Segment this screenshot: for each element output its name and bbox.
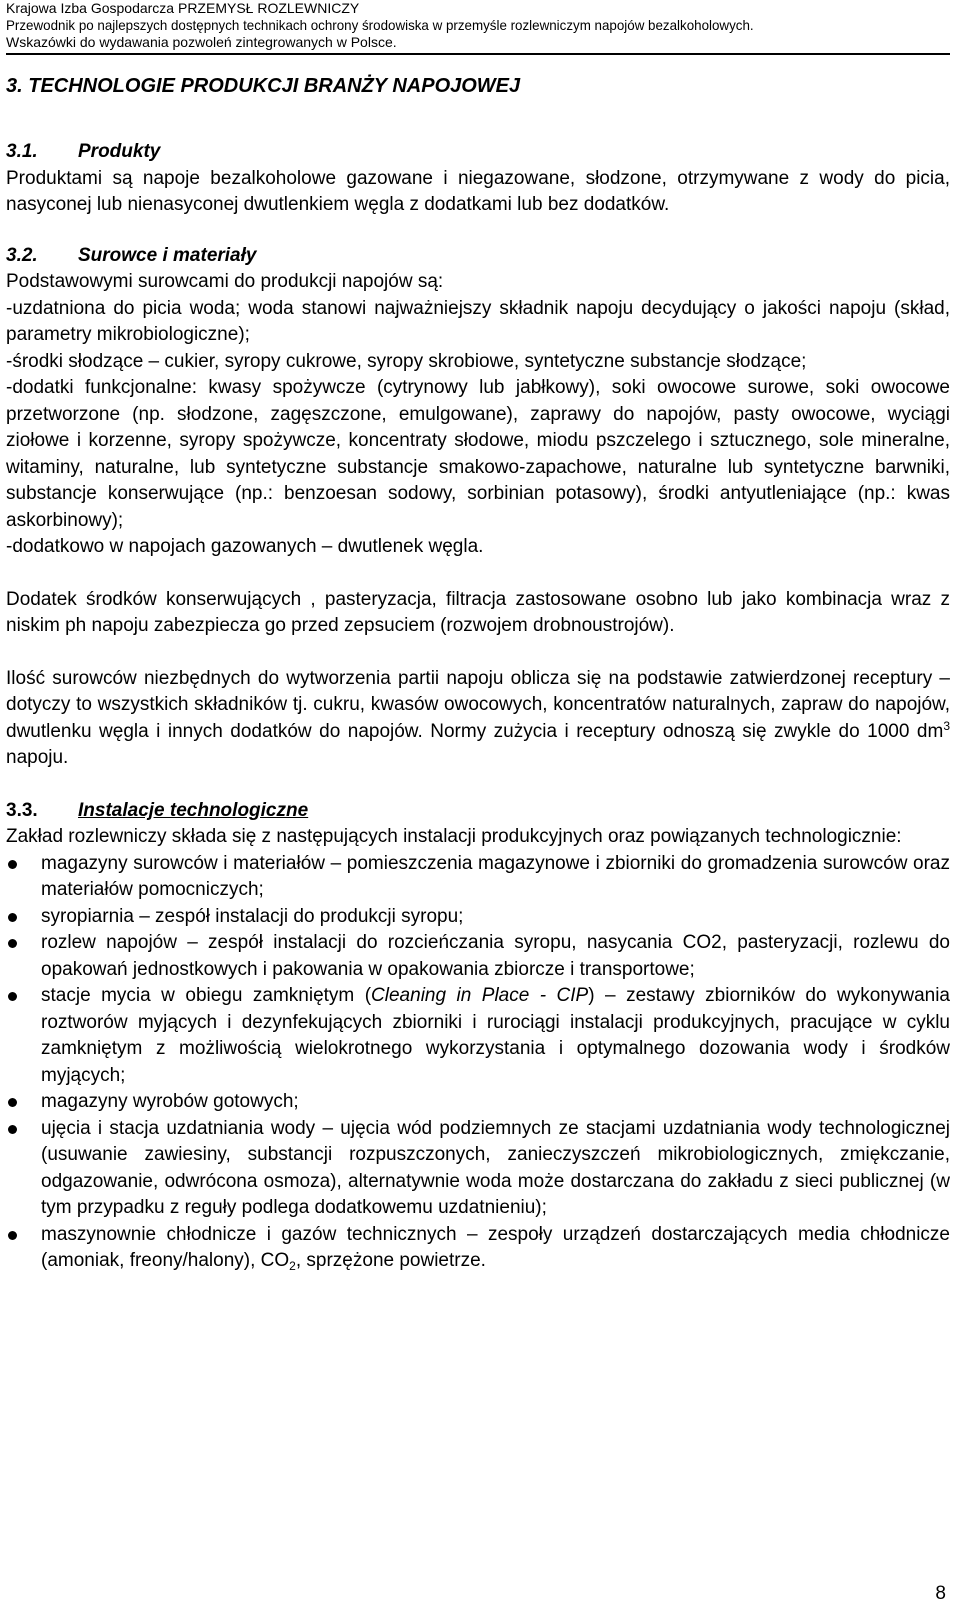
recipe-paragraph [6, 666, 950, 772]
preservation-paragraph: Dodatek środków konserwujących , pasteryzacja, filtracja zastosowane osobno lub jako kombinacja wraz z niskim ph napoju zabezpiecza go przed zepsuciem (rozwojem drobnoustrojów). [6, 588, 950, 637]
list-item [6, 1116, 950, 1222]
list-item-text: magazyny surowców i materiałów – pomieszczenia magazynowe i zbiorniki do gromadzenia surowców oraz materiałów pomocniczych; [41, 852, 950, 901]
superscript: 3 [943, 718, 950, 733]
bullet-icon [8, 1098, 17, 1107]
list-item [6, 904, 950, 931]
list-item [6, 983, 950, 1089]
bullet-icon [8, 1125, 17, 1134]
raw-material-item: -środki słodzące – cukier, syropy cukrowe, syropy skrobiowe, syntetyczne substancje słodzące; [6, 350, 807, 372]
list-item-text: rozlew napojów – zespół instalacji do rozcieńczania syropu, nasycania CO2, pasteryzacji, rozlewu do opakowań jednostkowych i pakowania w opakowania zbiorcze i transportowe; [41, 932, 950, 980]
header-line-3: Wskazówki do wydawania pozwoleń zintegrowanych w Polsce. [6, 34, 397, 50]
section-number: 3.1. [6, 141, 38, 163]
section-title: Surowce i materiały [78, 244, 257, 266]
document-body [6, 70, 950, 1275]
section-number: 3.2. [6, 244, 38, 266]
list-item [6, 930, 950, 983]
bullet-icon [8, 860, 17, 869]
section-3-3-intro: Zakład rozlewniczy składa się z następujących instalacji produkcyjnych oraz powiązanych technologicznie: [6, 826, 902, 848]
page-number: 8 [935, 1583, 946, 1604]
bullet-icon [8, 1231, 17, 1240]
chapter-heading: 3. TECHNOLOGIE PRODUKCJI BRANŻY NAPOJOWEJ [6, 75, 521, 97]
section-3-1-text: Produktami są napoje bezalkoholowe gazowane i niegazowane, słodzone, otrzymywane z wody do picia, nasyconej lub nienasyconej dwutlenkiem węgla z dodatkami lub bez dodatków. [6, 167, 950, 216]
section-number: 3.3. [6, 799, 38, 821]
list-item [6, 851, 950, 904]
list-item-text: ) – zestawy zbiorników do wykonywania roztworów myjących i dezynfekujących zbiorniki i rurociągi instalacji produkcyjnych, pracujące w cyklu zamkniętym z możliwością wielokrotnego wykorzystania i optymalnego dozowania wody i środków myjących; [41, 985, 950, 1086]
bullet-icon [8, 992, 17, 1001]
section-3-2-heading [6, 243, 950, 270]
list-item-italic: Cleaning in Place - CIP [371, 985, 589, 1007]
recipe-text-end: napoju. [6, 747, 69, 769]
bullet-icon [8, 913, 17, 922]
header-line-1: Krajowa Izba Gospodarcza PRZEMYSŁ ROZLEWNICZY [6, 0, 360, 16]
header-rule [6, 53, 950, 55]
list-item-text: ujęcia i stacja uzdatniania wody – ujęcia wód podziemnych ze stacjami uzdatniania wody technologicznej (usuwanie zawiesiny, substancji rozpuszczonych, zanieczyszczeń mikrobiologicznych, zmiękczanie, odgazowanie, odwrócona osmoza), alternatywnie woda może dostarczana do zakładu z sieci publicznej (w tym przypadku z reguły podlega dodatkowemu uzdatnieniu); [41, 1117, 950, 1219]
recipe-text: Ilość surowców niezbędnych do wytworzenia partii napoju oblicza się na podstawie zatwierdzonej receptury – dotyczy to wszystkich składników tj. cukru, kwasów owocowych, koncentratów naturalnych, zapraw do napojów, dwutlenku węgla i innych dodatków do napojów. Normy zużycia i receptury odnoszą się zwykle do 1000 dm [6, 667, 950, 742]
list-item-text: stacje mycia w obiegu zamkniętym ( [41, 985, 372, 1007]
list-item-text: maszynownie chłodnicze i gazów technicznych – zespoły urządzeń dostarczających media chłodnicze (amoniak, freony/halony), CO [41, 1223, 950, 1272]
section-3-3-heading [6, 798, 950, 825]
list-item-text: syropiarnia – zespół instalacji do produkcji syropu; [41, 905, 464, 927]
installations-list [6, 851, 950, 1275]
list-item [6, 1089, 950, 1116]
bullet-icon [8, 939, 17, 948]
section-title: Instalacje technologiczne [78, 799, 309, 821]
raw-material-item: -dodatkowo w napojach gazowanych – dwutlenek węgla. [6, 536, 484, 558]
list-item-text: , sprzężone powietrze. [295, 1250, 486, 1272]
section-3-1-heading [6, 139, 950, 166]
subscript: 2 [289, 1259, 296, 1274]
list-item-text: magazyny wyrobów gotowych; [41, 1091, 299, 1113]
raw-material-item: -dodatki funkcjonalne: kwasy spożywcze (cytrynowy lub jabłkowy), soki owocowe surowe, soki owocowe przetworzone (np. słodzone, zagęszczone, emulgowane), zaprawy do napojów, pasty owocowe, wyciągi ziołowe i korzenne, syropy spożywcze, koncentraty słodowe, miodu pszczelego i sztucznego, sole mineralne, witaminy, naturalne, lub syntetyczne substancje smakowo-zapachowe, naturalne lub syntetyczne barwniki, substancje konserwujące (np.: benzoesan sodowy, sorbinian potasowy), środki antyutleniające (np.: kwas askorbinowy); [6, 377, 950, 531]
section-title: Produkty [78, 141, 161, 163]
list-item [6, 1222, 950, 1275]
raw-material-item: -uzdatniona do picia woda; woda stanowi najważniejszy składnik napoju decydujący o jakości napoju (skład, parametry mikrobiologiczne); [6, 297, 950, 346]
running-header [6, 0, 946, 51]
section-3-2-intro: Podstawowymi surowcami do produkcji napojów są: [6, 271, 444, 293]
header-line-2: Przewodnik po najlepszych dostępnych technikach ochrony środowiska w przemyśle rozlewniczym napojów bezalkoholowych. [6, 17, 754, 33]
